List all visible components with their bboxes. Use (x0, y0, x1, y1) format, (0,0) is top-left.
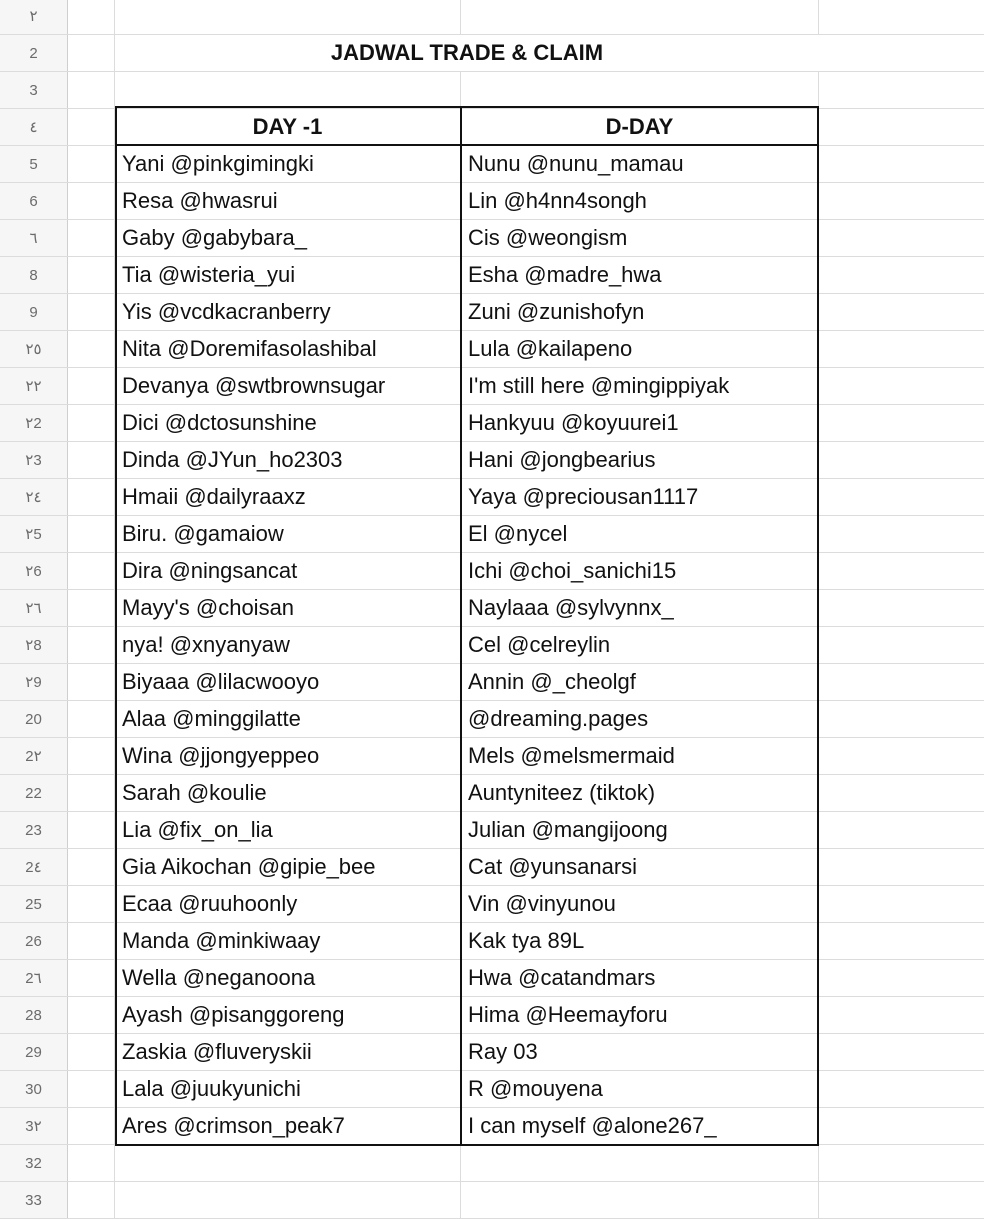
cell-d[interactable] (819, 183, 984, 219)
sheet-row (0, 664, 984, 701)
sheet-row (0, 1071, 984, 1108)
cell-d-day[interactable]: Yaya @preciousan1117 (461, 479, 819, 515)
cell-d-day[interactable]: Esha @madre_hwa (461, 257, 819, 293)
cell-d-day[interactable]: I'm still here @mingippiyak (461, 368, 819, 404)
cell-day-minus-1[interactable]: Tia @wisteria_yui (115, 257, 461, 293)
row-number[interactable]: 3٢ (0, 1108, 68, 1144)
cell-a[interactable] (68, 1034, 115, 1070)
cell-d[interactable] (819, 738, 984, 774)
cell-d-day[interactable]: Ray 03 (461, 1034, 819, 1070)
row-number[interactable]: 6 (0, 183, 68, 219)
row-number[interactable]: 9 (0, 294, 68, 330)
cell-day-minus-1[interactable]: Wina @jjongyeppeo (115, 738, 461, 774)
sheet-row (0, 1145, 984, 1182)
cell-a[interactable] (68, 1145, 115, 1181)
cell-a[interactable] (68, 516, 115, 552)
cell-d-day[interactable]: Cat @yunsanarsi (461, 849, 819, 885)
cell-d[interactable] (819, 368, 984, 404)
cell-d[interactable] (819, 664, 984, 700)
cell-a[interactable] (68, 553, 115, 589)
cell-day-minus-1[interactable]: Gaby @gabybara_ (115, 220, 461, 256)
row-number[interactable]: ٢2 (0, 405, 68, 441)
cell-empty[interactable] (461, 72, 819, 108)
row-number[interactable]: 2٤ (0, 849, 68, 885)
cell-d[interactable] (819, 849, 984, 885)
cell-a[interactable] (68, 1108, 115, 1144)
row-number[interactable]: 2٦ (0, 960, 68, 996)
sheet-row (0, 294, 984, 331)
cell-d[interactable] (819, 886, 984, 922)
cell-d-day[interactable]: Hani @jongbearius (461, 442, 819, 478)
cell-a[interactable] (68, 1182, 115, 1218)
cell-d-day[interactable]: Cis @weongism (461, 220, 819, 256)
row-number[interactable]: 8 (0, 257, 68, 293)
cell-d[interactable] (819, 72, 984, 108)
cell-d-day[interactable]: Nunu @nunu_mamau (461, 146, 819, 182)
sheet-row (0, 923, 984, 960)
sheet-row (0, 109, 984, 146)
cell-a[interactable] (68, 294, 115, 330)
cell-a[interactable] (68, 1071, 115, 1107)
cell-d[interactable] (819, 35, 984, 71)
cell-a[interactable] (68, 627, 115, 663)
sheet-row (0, 257, 984, 294)
sheet-row (0, 812, 984, 849)
sheet-row (0, 627, 984, 664)
cell-day-minus-1[interactable]: Zaskia @fluveryskii (115, 1034, 461, 1070)
sheet-row (0, 183, 984, 220)
sheet-row (0, 220, 984, 257)
row-number[interactable]: ٢٥ (0, 331, 68, 367)
sheet-row (0, 997, 984, 1034)
cell-d[interactable] (819, 553, 984, 589)
cell-d[interactable] (819, 627, 984, 663)
sheet-row (0, 701, 984, 738)
cell-d-day[interactable]: Annin @_cheolgf (461, 664, 819, 700)
cell-d[interactable] (819, 220, 984, 256)
cell-a[interactable] (68, 442, 115, 478)
cell-empty[interactable] (115, 0, 461, 34)
cell-d[interactable] (819, 1182, 984, 1218)
cell-d-day[interactable]: R @mouyena (461, 1071, 819, 1107)
cell-d-day[interactable]: Cel @celreylin (461, 627, 819, 663)
cell-a[interactable] (68, 405, 115, 441)
row-number[interactable]: 5 (0, 146, 68, 182)
row-number[interactable]: ٢ (0, 0, 68, 34)
row-number[interactable]: 2٢ (0, 738, 68, 774)
cell-d[interactable] (819, 442, 984, 478)
cell-day-minus-1[interactable]: Resa @hwasrui (115, 183, 461, 219)
sheet-row (0, 442, 984, 479)
cell-d[interactable] (819, 1071, 984, 1107)
cell-a[interactable] (68, 72, 115, 108)
sheet-row (0, 1034, 984, 1071)
row-number[interactable]: 20 (0, 701, 68, 737)
sheet-row (0, 331, 984, 368)
cell-empty[interactable] (115, 1145, 461, 1181)
cell-d-day[interactable]: Vin @vinyunou (461, 886, 819, 922)
cell-d[interactable] (819, 257, 984, 293)
cell-d[interactable] (819, 1108, 984, 1144)
sheet-row (0, 849, 984, 886)
row-number[interactable]: ٦ (0, 220, 68, 256)
sheet-row (0, 72, 984, 109)
column-header-day-minus-1[interactable]: DAY -1 (115, 109, 461, 145)
cell-d[interactable] (819, 775, 984, 811)
cell-d[interactable] (819, 960, 984, 996)
cell-day-minus-1[interactable]: Lala @juukyunichi (115, 1071, 461, 1107)
cell-a[interactable] (68, 775, 115, 811)
cell-d[interactable] (819, 1034, 984, 1070)
sheet-title[interactable]: JADWAL TRADE & CLAIM (115, 35, 819, 71)
sheet-row (0, 960, 984, 997)
row-number[interactable]: ٢5 (0, 516, 68, 552)
cell-a[interactable] (68, 35, 115, 71)
cell-d[interactable] (819, 294, 984, 330)
cell-d-day[interactable]: I can myself @alone267_ (461, 1108, 819, 1144)
sheet-row (0, 590, 984, 627)
cell-a[interactable] (68, 479, 115, 515)
cell-day-minus-1[interactable]: Nita @Doremifasolashibal (115, 331, 461, 367)
cell-d-day[interactable]: Ichi @choi_sanichi15 (461, 553, 819, 589)
cell-a[interactable] (68, 886, 115, 922)
cell-a[interactable] (68, 146, 115, 182)
cell-day-minus-1[interactable]: Sarah @koulie (115, 775, 461, 811)
cell-day-minus-1[interactable]: Hmaii @dailyraaxz (115, 479, 461, 515)
cell-day-minus-1[interactable]: Wella @neganoona (115, 960, 461, 996)
sheet-row (0, 0, 984, 35)
cell-empty[interactable] (115, 1182, 461, 1218)
row-number[interactable]: 22 (0, 775, 68, 811)
cell-empty[interactable] (115, 72, 461, 108)
cell-d-day[interactable]: Mels @melsmermaid (461, 738, 819, 774)
cell-d[interactable] (819, 516, 984, 552)
cell-a[interactable] (68, 183, 115, 219)
cell-a[interactable] (68, 368, 115, 404)
row-number[interactable]: 29 (0, 1034, 68, 1070)
row-number[interactable]: 2 (0, 35, 68, 71)
sheet-row (0, 516, 984, 553)
row-number[interactable]: 33 (0, 1182, 68, 1218)
sheet-row (0, 146, 984, 183)
cell-d-day[interactable]: Naylaaa @sylvynnx_ (461, 590, 819, 626)
sheet-row (0, 368, 984, 405)
cell-day-minus-1[interactable]: Biyaaa @lilacwooyo (115, 664, 461, 700)
cell-d[interactable] (819, 1145, 984, 1181)
row-number[interactable]: 30 (0, 1071, 68, 1107)
cell-d-day[interactable]: Hankyuu @koyuurei1 (461, 405, 819, 441)
cell-d-day[interactable]: @dreaming.pages (461, 701, 819, 737)
cell-d[interactable] (819, 590, 984, 626)
sheet-row (0, 1182, 984, 1219)
cell-a[interactable] (68, 849, 115, 885)
cell-a[interactable] (68, 960, 115, 996)
row-number[interactable]: 32 (0, 1145, 68, 1181)
cell-day-minus-1[interactable]: Biru. @gamaiow (115, 516, 461, 552)
row-number[interactable]: 28 (0, 997, 68, 1033)
cell-d-day[interactable]: Lin @h4nn4songh (461, 183, 819, 219)
cell-d[interactable] (819, 0, 984, 34)
cell-day-minus-1[interactable]: Dici @dctosunshine (115, 405, 461, 441)
cell-day-minus-1[interactable]: Yis @vcdkacranberry (115, 294, 461, 330)
cell-d-day[interactable]: Lula @kailapeno (461, 331, 819, 367)
cell-day-minus-1[interactable]: nya! @xnyanyaw (115, 627, 461, 663)
cell-d[interactable] (819, 331, 984, 367)
cell-day-minus-1[interactable]: Ecaa @ruuhoonly (115, 886, 461, 922)
cell-day-minus-1[interactable]: Ayash @pisanggoreng (115, 997, 461, 1033)
cell-a[interactable] (68, 109, 115, 145)
row-number[interactable]: ٢٢ (0, 368, 68, 404)
sheet-row (0, 886, 984, 923)
cell-a[interactable] (68, 257, 115, 293)
row-number[interactable]: 25 (0, 886, 68, 922)
cell-day-minus-1[interactable]: Yani @pinkgimingki (115, 146, 461, 182)
cell-empty[interactable] (461, 1182, 819, 1218)
cell-d[interactable] (819, 701, 984, 737)
cell-a[interactable] (68, 590, 115, 626)
sheet-row (0, 775, 984, 812)
cell-day-minus-1[interactable]: Devanya @swtbrownsugar (115, 368, 461, 404)
cell-day-minus-1[interactable]: Dira @ningsancat (115, 553, 461, 589)
row-number[interactable]: ٤ (0, 109, 68, 145)
sheet-row (0, 553, 984, 590)
cell-a[interactable] (68, 220, 115, 256)
row-number[interactable]: ٢٦ (0, 590, 68, 626)
cell-day-minus-1[interactable]: Ares @crimson_peak7 (115, 1108, 461, 1144)
row-number[interactable]: ٢8 (0, 627, 68, 663)
row-number[interactable]: ٢3 (0, 442, 68, 478)
cell-d-day[interactable]: Kak tya 89L (461, 923, 819, 959)
cell-a[interactable] (68, 664, 115, 700)
sheet-row (0, 479, 984, 516)
cell-empty[interactable] (461, 0, 819, 34)
cell-day-minus-1[interactable]: Mayy's @choisan (115, 590, 461, 626)
row-number[interactable]: 3 (0, 72, 68, 108)
cell-day-minus-1[interactable]: Lia @fix_on_lia (115, 812, 461, 848)
cell-d-day[interactable]: Auntyniteez (tiktok) (461, 775, 819, 811)
cell-d-day[interactable]: El @nycel (461, 516, 819, 552)
column-header-d-day[interactable]: D-DAY (461, 109, 819, 145)
sheet-row (0, 738, 984, 775)
cell-empty[interactable] (461, 1145, 819, 1181)
cell-d[interactable] (819, 923, 984, 959)
cell-a[interactable] (68, 997, 115, 1033)
cell-d-day[interactable]: Julian @mangijoong (461, 812, 819, 848)
cell-a[interactable] (68, 923, 115, 959)
cell-d[interactable] (819, 479, 984, 515)
cell-a[interactable] (68, 331, 115, 367)
sheet-row (0, 1108, 984, 1145)
row-number[interactable]: ٢٤ (0, 479, 68, 515)
cell-d[interactable] (819, 146, 984, 182)
cell-d[interactable] (819, 812, 984, 848)
cell-d[interactable] (819, 997, 984, 1033)
row-number[interactable]: 26 (0, 923, 68, 959)
cell-d-day[interactable]: Zuni @zunishofyn (461, 294, 819, 330)
sheet-row (0, 405, 984, 442)
cell-a[interactable] (68, 812, 115, 848)
row-number[interactable]: ٢6 (0, 553, 68, 589)
cell-a[interactable] (68, 701, 115, 737)
cell-day-minus-1[interactable]: Alaa @minggilatte (115, 701, 461, 737)
cell-d-day[interactable]: Hima @Heemayforu (461, 997, 819, 1033)
cell-d-day[interactable]: Hwa @catandmars (461, 960, 819, 996)
cell-a[interactable] (68, 0, 115, 34)
row-number[interactable]: 23 (0, 812, 68, 848)
cell-d[interactable] (819, 109, 984, 145)
cell-day-minus-1[interactable]: Gia Aikochan @gipie_bee (115, 849, 461, 885)
cell-day-minus-1[interactable]: Manda @minkiwaay (115, 923, 461, 959)
cell-day-minus-1[interactable]: Dinda @JYun_ho2303 (115, 442, 461, 478)
sheet-row (0, 35, 984, 72)
cell-d[interactable] (819, 405, 984, 441)
row-number[interactable]: ٢9 (0, 664, 68, 700)
cell-a[interactable] (68, 738, 115, 774)
